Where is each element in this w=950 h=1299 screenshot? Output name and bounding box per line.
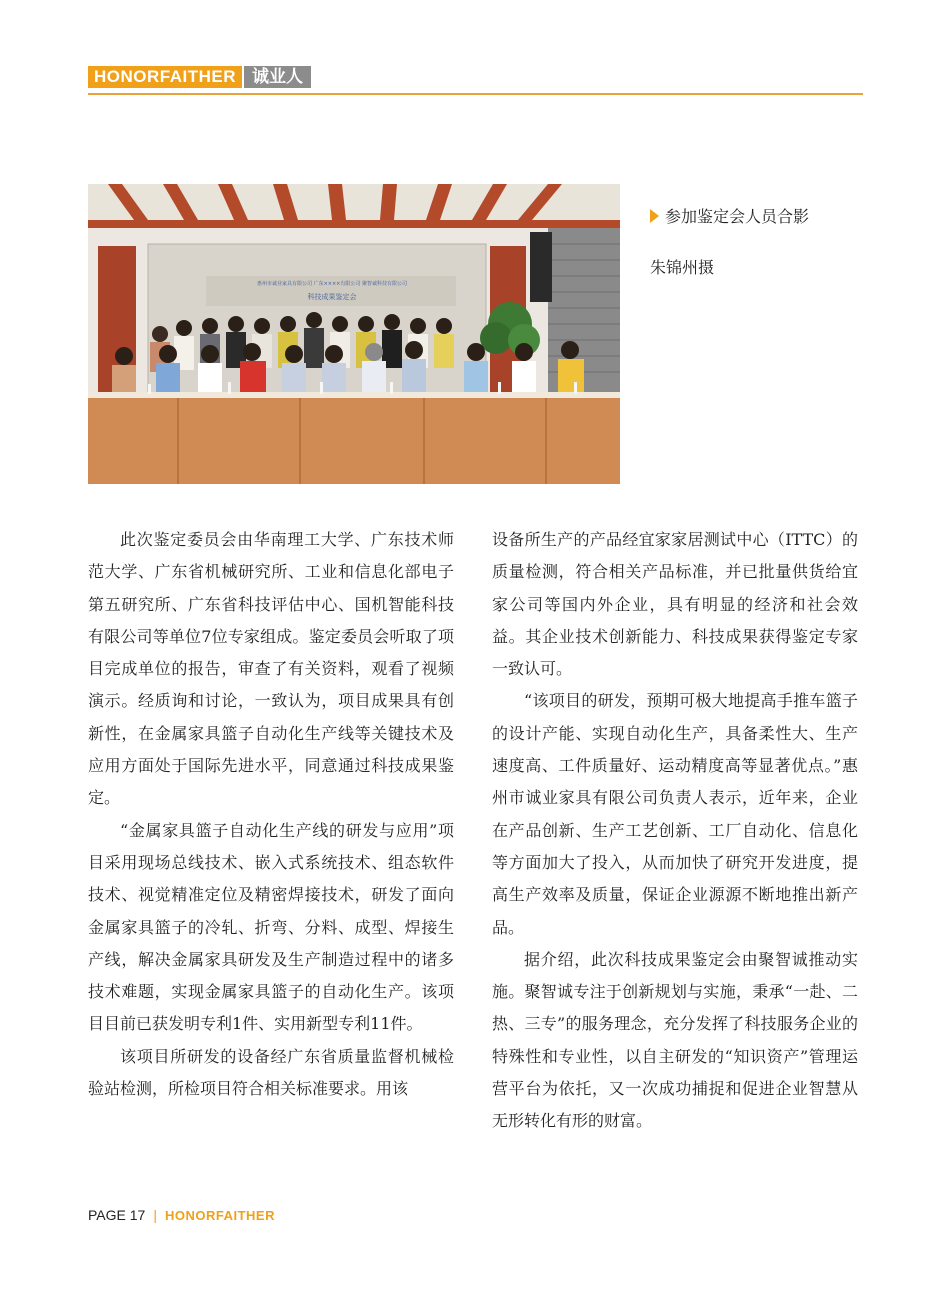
footer-separator: |	[153, 1207, 157, 1223]
header-divider	[88, 93, 863, 95]
caption-credit: 朱锦州摄	[650, 258, 715, 277]
page-footer	[88, 1207, 275, 1223]
photo-banner	[208, 280, 456, 302]
paragraph: “该项目的研发，预期可极大地提高手推车篮子的设计产能、实现自动化生产，具备柔性大、生产速度高、工件质量好、运动精度高等显著优点。”惠州市诚业家具有限公司负责人表示，近年来，企业在产品创新、生产工艺创新、工厂自动化、信息化等方面加大了投入，从而加快了研究开发进度，提高生产效率及质量，保证企业源源不断地推出新产品。	[492, 691, 858, 937]
photo-banner-line2: 科技成果鉴定会	[307, 293, 357, 301]
brand-name-cn: 诚业人	[244, 66, 311, 88]
brand-name-en: HONORFAITHER	[88, 66, 242, 88]
page-header	[88, 66, 863, 96]
article-column-right	[492, 524, 858, 1138]
paragraph: 该项目所研发的设备经广东省质量监督机械检验站检测，所检项目符合相关标准要求。用该	[88, 1046, 454, 1099]
paragraph: 此次鉴定委员会由华南理工大学、广东技术师范大学、广东省机械研究所、工业和信息化部电子第五研究所、广东省科技评估中心、国机智能科技有限公司等单位7位专家组成。鉴定委员会听取了项目完成单位的报告，审查了有关资料，观看了视频演示。经质询和讨论，一致认为，项目成果具有创新性，在金属家具篮子自动化生产线等关键技术及应用方面处于国际先进水平，同意通过科技成果鉴定。	[88, 530, 454, 808]
caption-title: 参加鉴定会人员合影	[665, 207, 810, 226]
brand-logo	[88, 66, 311, 88]
footer-brand: HONORFAITHER	[164, 1207, 275, 1223]
caption-arrow-icon	[650, 209, 659, 223]
paragraph: “金属家具篮子自动化生产线的研发与应用”项目采用现场总线技术、嵌入式系统技术、组态软件技术、视觉精准定位及精密焊接技术，研发了面向金属家具篮子的冷轧、折弯、分料、成型、焊接生产线，解决金属家具研发及生产制造过程中的诸多技术难题，实现金属家具篮子的自动化生产。该项目目前已获发明专利1件、实用新型专利11件。	[88, 820, 454, 1034]
photo-caption	[650, 204, 870, 278]
page-number: PAGE 17	[88, 1207, 146, 1223]
article-column-left	[88, 524, 454, 1105]
paragraph: 据介绍，此次科技成果鉴定会由聚智诚推动实施。聚智诚专注于创新规划与实施，秉承“一赴、二热、三专”的服务理念，充分发挥了科技服务企业的特殊性和专业性，以自主研发的“知识资产”管理运营平台为依托，又一次成功捕捉和促进企业智慧从无形转化有形的财富。	[492, 949, 858, 1131]
paragraph: 设备所生产的产品经宜家家居测试中心（ITTC）的质量检测，符合相关产品标准，并已批量供货给宜家公司等国内外企业，具有明显的经济和社会效益。其企业技术创新能力、科技成果获得鉴定专家一致认可。	[492, 530, 858, 679]
group-photo	[88, 184, 620, 484]
photo-banner-line1: 惠州市诚业家具有限公司 广东××××有限公司 聚智诚科技有限公司	[257, 281, 407, 287]
